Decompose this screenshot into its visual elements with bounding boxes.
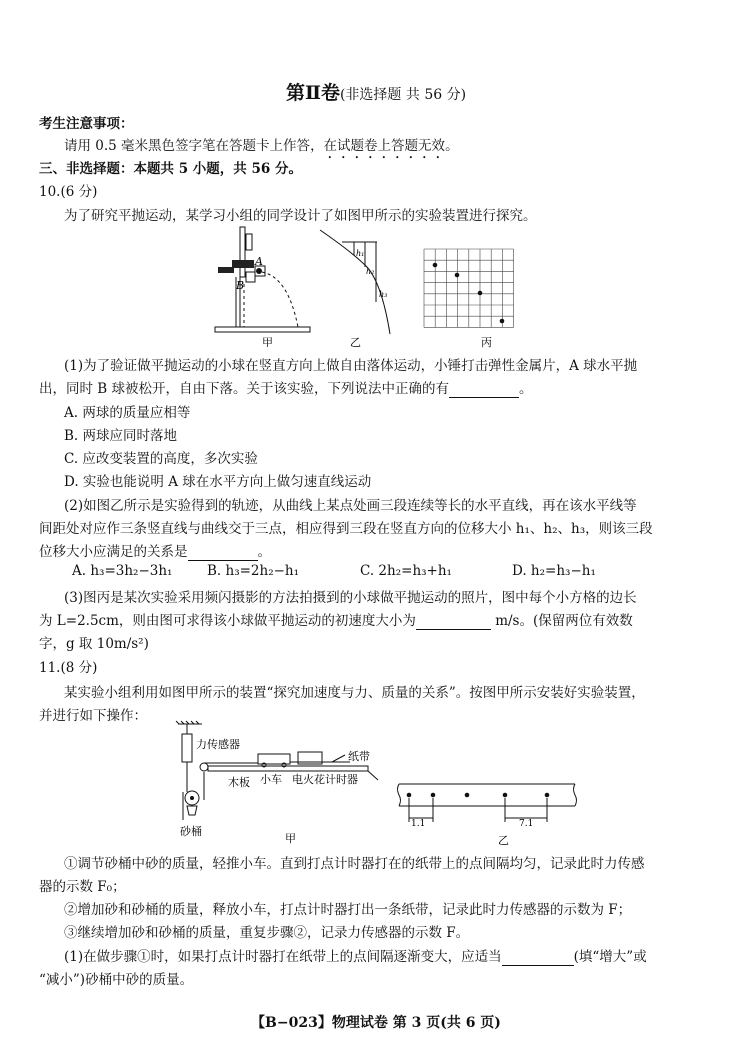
answer-blank — [502, 949, 574, 966]
tape-label-1: 1.1 — [411, 819, 426, 829]
q10-p2-line3: 位移大小应满足的关系是 。 — [39, 544, 271, 560]
q10-p2-option-a: A. h₃=3h₂−3h₁ — [72, 563, 173, 579]
q11-step1-line2: 器的示数 F₀； — [39, 879, 126, 895]
q11-step3: ③继续增加砂和砂桶的质量，重复步骤②，记录力传感器的示数 F。 — [64, 925, 470, 941]
q10-fig-yi — [312, 222, 412, 347]
label-paper-tape: 纸带 — [348, 750, 370, 763]
q11-intro-line1: 某实验小组利用如图甲所示的装置“探究加速度与力、质量的关系”。按图甲所示安装好实验装置， — [64, 685, 645, 701]
q10-p2-option-c: C. 2h₂=h₃+h₁ — [360, 563, 452, 579]
q10-p3-line1: (3)图丙是某次实验采用频闪摄影的方法拍摄到的小球做平抛运动的照片，图中每个小方格的边长 — [64, 590, 637, 606]
q11-step2: ②增加砂和砂桶的质量，释放小车，打点计时器打出一条纸带，记录此时力传感器的示数为 F； — [64, 902, 632, 918]
fig-label-jia: 甲 — [262, 336, 273, 347]
q11-fig-jia — [170, 720, 390, 845]
answer-blank — [416, 613, 491, 630]
q10-p3-line2: 为 L=2.5cm，则由图可求得该小球做平抛运动的初速度大小为 m/s。(保留两位有效数 — [39, 613, 633, 629]
q10-intro: 为了研究平抛运动，某学习小组的同学设计了如图甲所示的实验装置进行探究。 — [64, 208, 537, 224]
label-A: A — [255, 255, 263, 268]
q11-number: 11.(8 分) — [39, 660, 98, 676]
q11-p1-line2: “减小”)砂桶中砂的质量。 — [39, 972, 194, 988]
notice-heading: 考生注意事项： — [39, 116, 134, 132]
q10-option-a: A. 两球的质量应相等 — [64, 405, 191, 421]
q11-intro-line2: 并进行如下操作： — [39, 708, 147, 724]
section-title: 第Ⅱ卷(非选择题 共 56 分) — [285, 82, 467, 104]
tape-label-2: 7.1 — [519, 819, 534, 829]
q10-fig-jia — [210, 222, 320, 347]
label-force-sensor: 力传感器 — [196, 738, 240, 751]
label-timer: 电火花计时器 — [292, 773, 358, 786]
fig-label-yi: 乙 — [498, 834, 509, 847]
q10-p3-line3: 字，g 取 10m/s²) — [39, 636, 149, 652]
q10-p2-line2: 间距处对应作三条竖直线与曲线交于三点，相应得到三段在竖直方向的位移大小 h₁、h₂、h₃，则该三段 — [39, 521, 653, 537]
label-h3: h₃ — [379, 290, 388, 299]
q11-step1-line1: ①调节砂桶中砂的质量，轻推小车。直到打点计时器打在的纸带上的点间隔均匀，记录此时力传感 — [64, 856, 645, 872]
label-bucket: 砂桶 — [180, 825, 202, 838]
q10-option-b: B. 两球应同时落地 — [64, 428, 178, 444]
q11-p1-line1: (1)在做步骤①时，如果打点计时器打在纸带上的点间隔逐渐变大，应适当 (填“增大”或 — [64, 949, 647, 965]
page-footer: 【B−023】物理试卷 第 3 页(共 6 页) — [251, 1015, 501, 1031]
label-B: B — [236, 279, 245, 292]
answer-blank — [449, 381, 519, 398]
q10-number: 10.(6 分) — [39, 184, 98, 200]
q10-option-c: C. 应改变装置的高度，多次实验 — [64, 451, 258, 467]
label-cart: 小车 — [260, 773, 282, 786]
label-h1: h₁ — [356, 249, 365, 258]
q11-fig-yi — [395, 780, 585, 848]
q10-fig-bing — [423, 248, 518, 348]
q10-p2-line1: (2)如图乙所示是实验得到的轨迹，从曲线上某点处画三段连续等长的水平直线，再在该水平线等 — [64, 498, 637, 514]
q10-option-d: D. 实验也能说明 A 球在水平方向上做匀速直线运动 — [64, 474, 372, 490]
q10-p1-line2: 出，同时 B 球被松开，自由下落。关于该实验，下列说法中正确的有 。 — [39, 381, 533, 397]
fig-label-jia: 甲 — [285, 832, 296, 845]
answer-blank — [188, 544, 258, 561]
q10-p1-line1: (1)为了验证做平抛运动的小球在竖直方向上做自由落体运动，小锤打击弹性金属片，A 球水平抛 — [64, 358, 638, 374]
notice-text: 请用 0.5 毫米黑色签字笔在答题卡上作答，在试题卷上答题无效。 — [64, 138, 459, 154]
q10-p2-option-b: B. h₃=2h₂−h₁ — [207, 563, 300, 579]
fig-label-yi: 乙 — [350, 336, 361, 347]
label-board: 木板 — [228, 776, 250, 789]
section-subtitle: (非选择题 共 56 分) — [339, 87, 467, 103]
label-h2: h₂ — [366, 267, 375, 276]
part3-heading: 三、非选择题：本题共 5 小题，共 56 分。 — [39, 161, 302, 177]
fig-label-bing: 丙 — [481, 336, 492, 348]
q10-p2-option-d: D. h₂=h₃−h₁ — [512, 563, 596, 579]
